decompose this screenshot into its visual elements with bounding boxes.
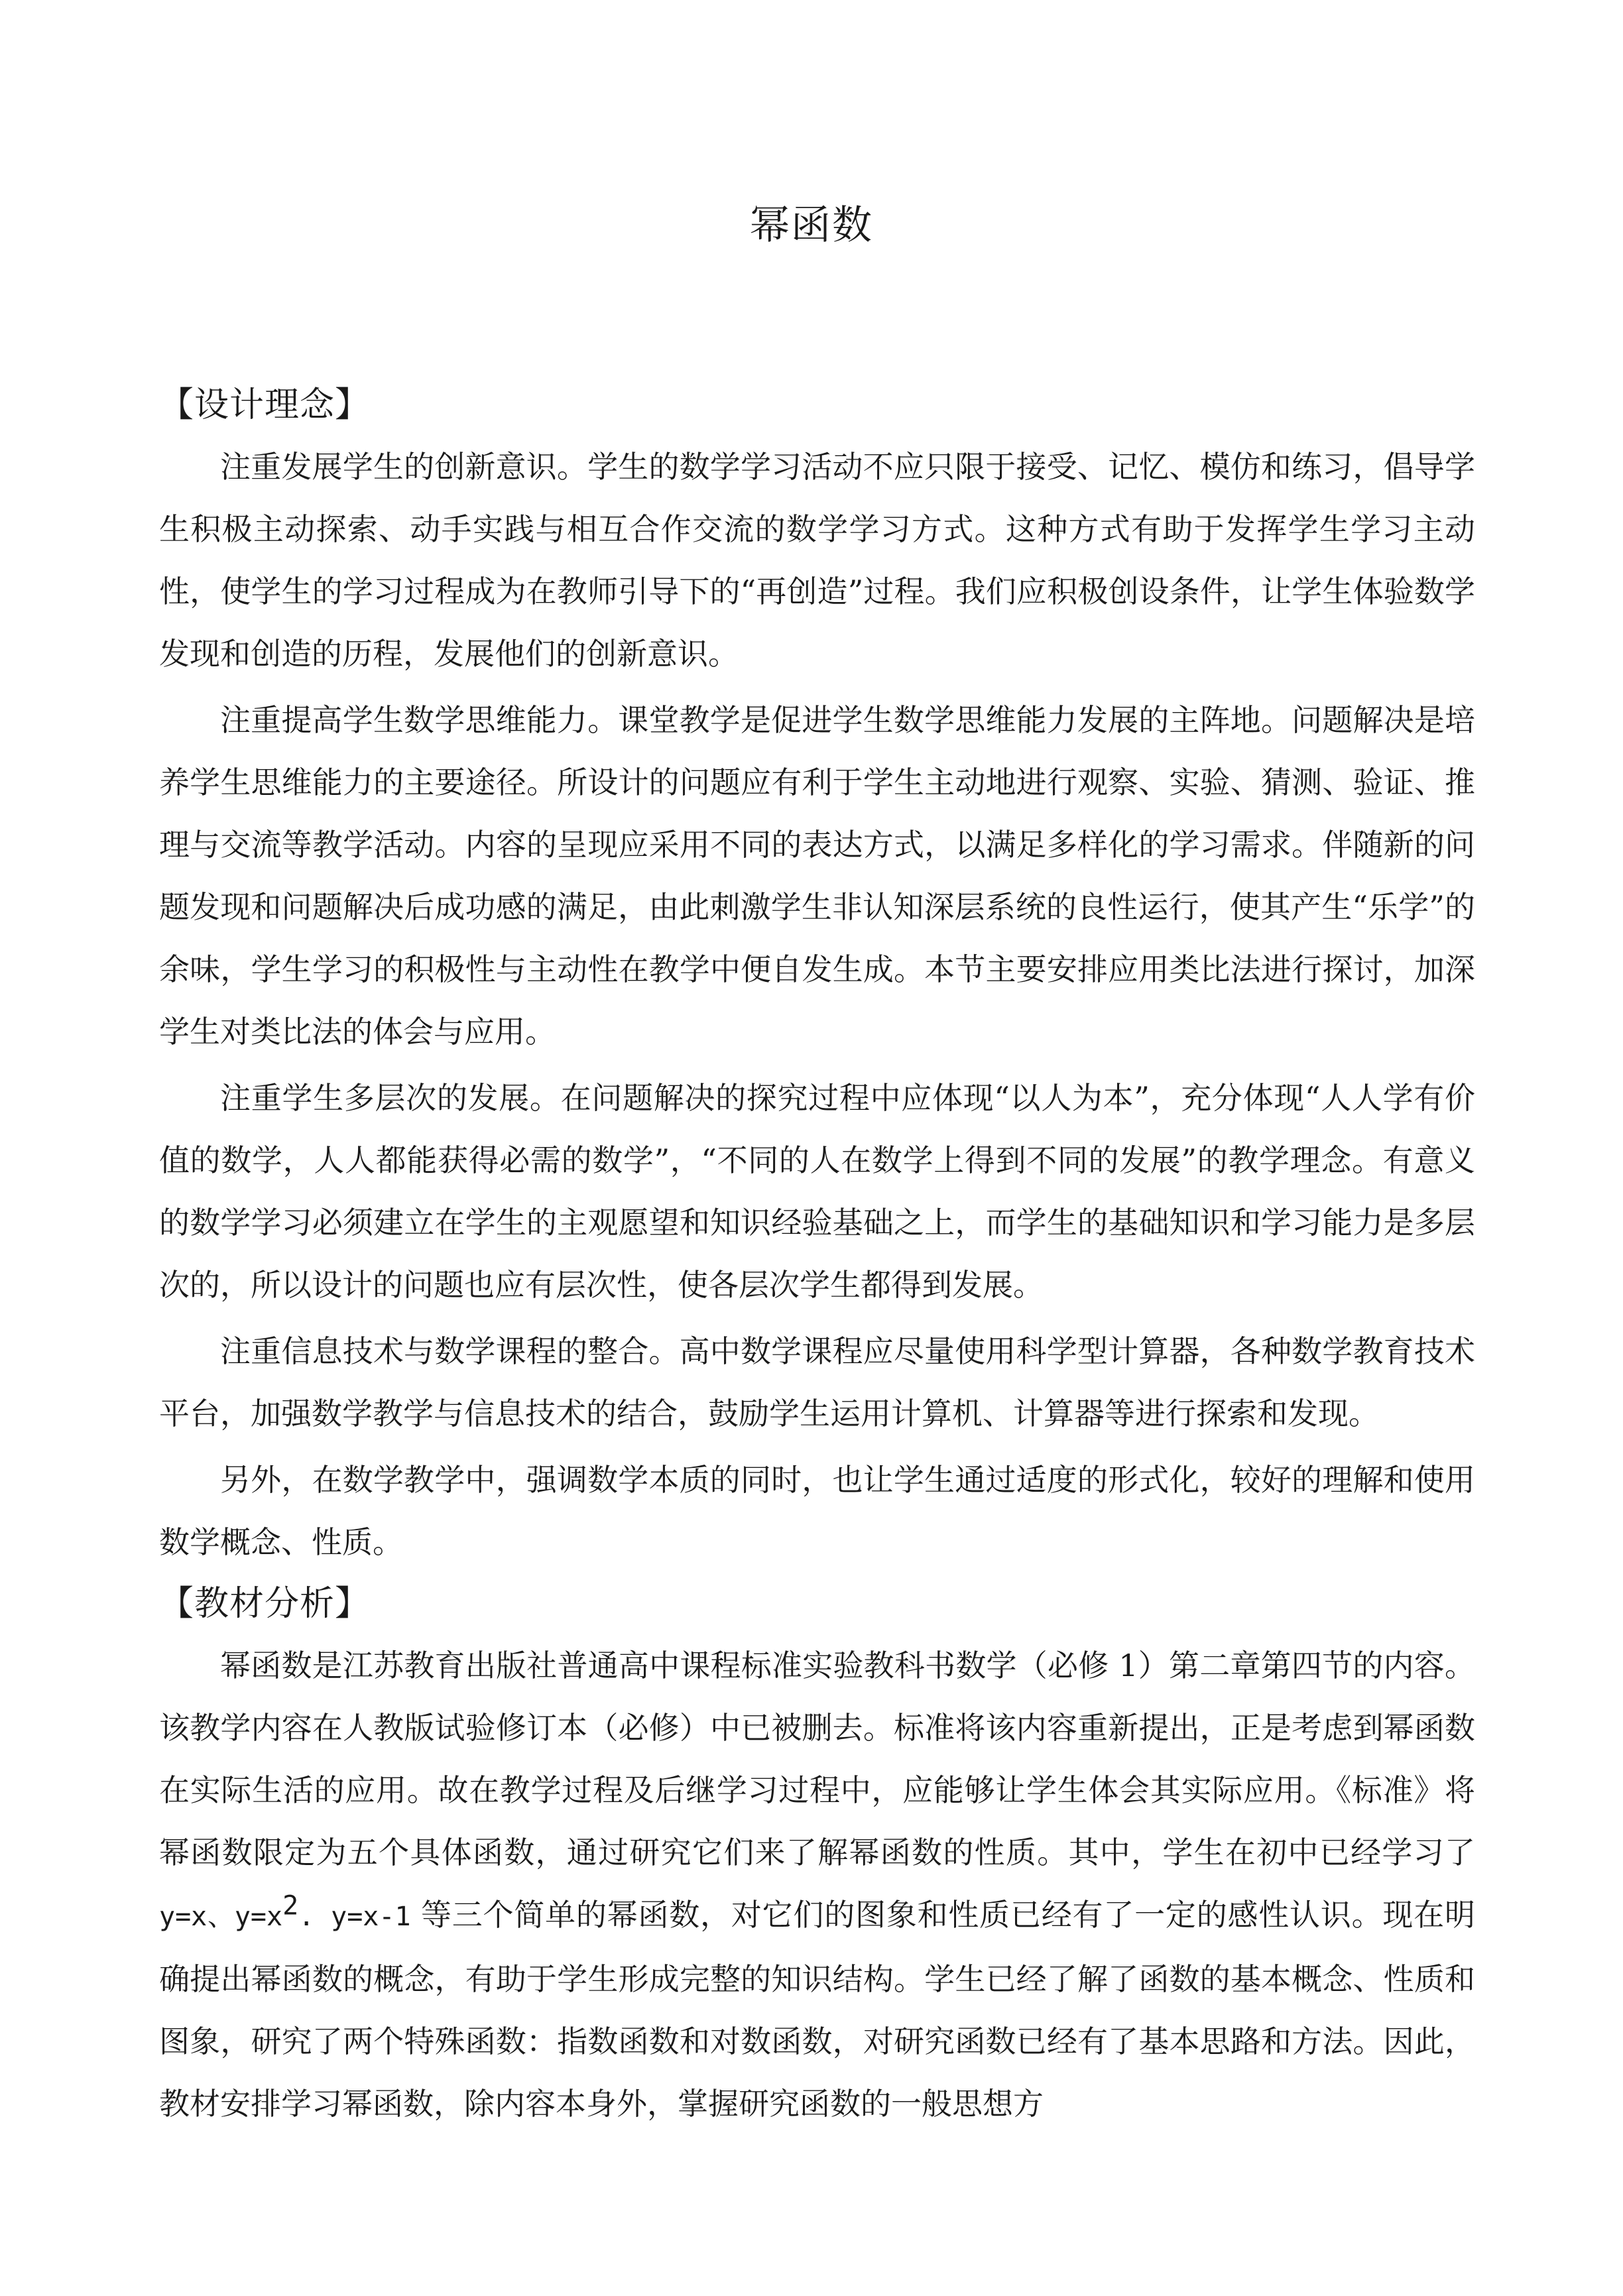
formula-text: y=x、y=x bbox=[159, 1902, 283, 1932]
section-heading-design-concept: 【设计理念】 bbox=[159, 385, 371, 425]
paragraph: 注重学生多层次的发展。在问题解决的探究过程中应体现“以人为本”，充分体现“人人学有价值的数学，人人都能获得必需的数学”，“不同的人在数学上得到不同的发展”的教学理念。有意义的数学学习必须建立在学生的主观愿望和知识经验基础之上，而学生的基础知识和学习能力是多层次的，所以设计的问题也应有层次性，使各层次学生都得到发展。 bbox=[159, 1080, 1475, 1303]
paragraph: 注重提高学生数学思维能力。课堂教学是促进学生数学思维能力发展的主阵地。问题解决是培养学生思维能力的主要途径。所设计的问题应有利于学生主动地进行观察、实验、猜测、验证、推理与交流等教学活动。内容的呈现应采用不同的表达方式，以满足多样化的学习需求。伴随新的问题发现和问题解决后成功感的满足，由此刺激学生非认知深层系统的良性运行，使其产生“乐学”的余味，学生学习的积极性与主动性在教学中便自发生成。本节主要安排应用类比法进行探讨，加深学生对类比法的体会与应用。 bbox=[159, 702, 1475, 1050]
paragraph: 注重信息技术与数学课程的整合。高中数学课程应尽量使用科学型计算器，各种数学教育技术平台，加强数学教学与信息技术的结合，鼓励学生运用计算机、计算器等进行探索和发现。 bbox=[159, 1333, 1475, 1431]
section-heading-textbook-analysis: 【教材分析】 bbox=[159, 1584, 371, 1624]
formula-text: . y=x-1 bbox=[298, 1902, 411, 1932]
paragraph: 另外，在数学教学中，强调数学本质的同时，也让学生通过适度的形式化，较好的理解和使用数学概念、性质。 bbox=[159, 1462, 1475, 1560]
formula-superscript: 2 bbox=[282, 1890, 299, 1921]
paragraph-text-after-formula: 等三个简单的幂函数，对它们的图象和性质已经有了一定的感性认识。现在明确提出幂函数的概念，有助于学生形成完整的知识结构。学生已经了解了函数的基本概念、性质和图象，研究了两个特殊函数：指数函数和对数函数，对研究函数已经有了基本思路和方法。因此，教材安排学习幂函数，除内容本身外，掌握研究函数的一般思想方 bbox=[159, 1897, 1476, 2122]
document-body bbox=[159, 375, 1475, 2135]
page-title: 幂函数 bbox=[750, 202, 873, 249]
paragraph-text-before-formula: 幂函数是江苏教育出版社普通高中课程标准实验教科书数学（必修 1）第二章第四节的内容。该教学内容在人教版试验修订本（必修）中已被删去。标准将该内容重新提出，正是考虑到幂函数在实际生活的应用。故在教学过程及后继学习过程中，应能够让学生体会其实际应用。《标准》将幂函数限定为五个具体函数，通过研究它们来了解幂函数的性质。其中，学生在初中已经学习了 bbox=[159, 1648, 1475, 1870]
paragraph: 注重发展学生的创新意识。学生的数学学习活动不应只限于接受、记忆、模仿和练习，倡导学生积极主动探索、动手实践与相互合作交流的数学学习方式。这种方式有助于发挥学生学习主动性，使学生的学习过程成为在教师引导下的“再创造”过程。我们应积极创设条件，让学生体验数学发现和创造的历程，发展他们的创新意识。 bbox=[159, 449, 1475, 672]
paragraph bbox=[159, 1634, 1475, 2135]
